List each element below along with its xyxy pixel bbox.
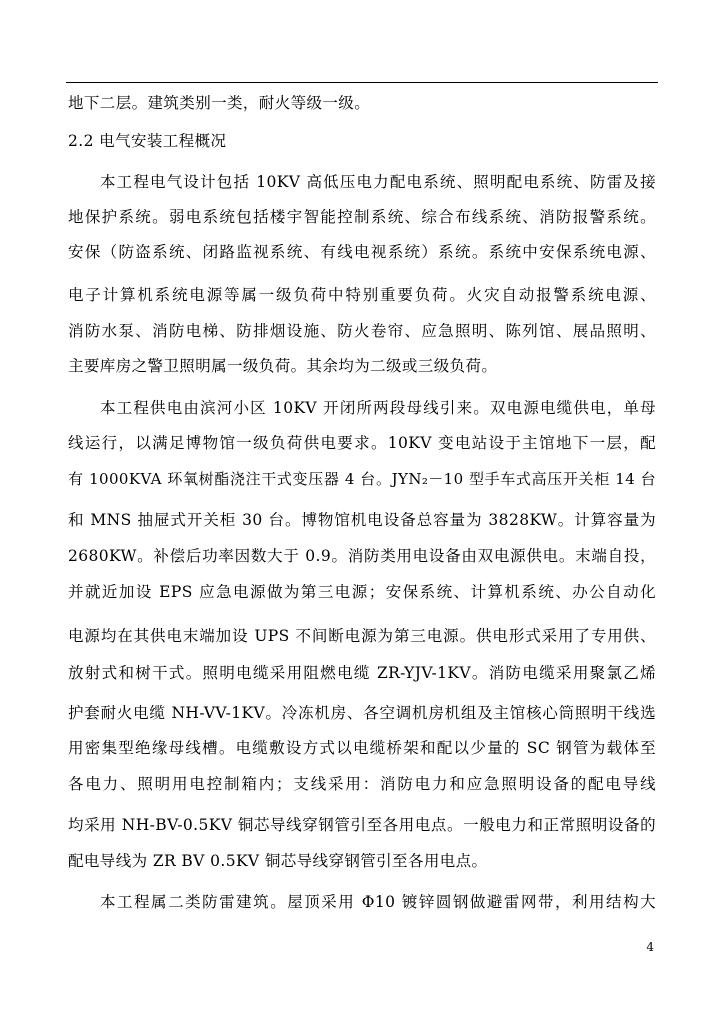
text-line: 本工程供电由滨河小区 10KV 开闭所两段母线引来。双电源电缆供电，单母	[100, 399, 656, 417]
text-line: 和 MNS 抽屉式开关柜 30 台。博物馆机电设备总容量为 3828KW。计算容量为	[68, 511, 656, 529]
text-line: 本工程电气设计包括 10KV 高低压电力配电系统、照明配电系统、防雷及接	[100, 173, 656, 191]
text-line: 主要库房之警卫照明属一级负荷。其余均为二级或三级负荷。	[68, 357, 498, 375]
header-divider	[66, 82, 658, 83]
text-line: 线运行，以满足博物馆一级负荷供电要求。10KV 变电站设于主馆地下一层，配	[68, 434, 656, 452]
text-line: 用密集型绝缘母线槽。电缆敷设方式以电缆桥架和配以少量的 SC 钢管为载体至	[68, 739, 656, 757]
text-line: 地下二层。建筑类别一类，耐火等级一级。	[68, 94, 371, 112]
text-line: 并就近加设 EPS 应急电源做为第三电源；安保系统、计算机系统、办公自动化	[68, 583, 656, 601]
text-line: 均采用 NH-BV-0.5KV 铜芯导线穿钢管引至各用电点。一般电力和正常照明设备的	[68, 816, 656, 834]
text-line: 护套耐火电缆 NH-VV-1KV。冷冻机房、各空调机房机组及主馆核心筒照明干线选	[68, 704, 656, 722]
text-line: 2680KW。补偿后功率因数大于 0.9。消防类用电设备由双电源供电。末端自投，	[68, 547, 656, 565]
text-line: 电子计算机系统电源等属一级负荷中特别重要负荷。火灾自动报警系统电源、	[68, 286, 656, 304]
text-line: 消防水泵、消防电梯、防排烟设施、防火卷帘、应急照明、陈列馆、展品照明、	[68, 322, 656, 340]
text-line: 有 1000KVA 环氧树酯浇注干式变压器 4 台。JYN₂－10 型手车式高压开关柜 14 台	[68, 470, 656, 488]
text-line: 配电导线为 ZR BV 0.5KV 铜芯导线穿钢管引至各用电点。	[68, 852, 488, 870]
page-number: 4	[646, 940, 654, 954]
text-line: 放射式和树干式。照明电缆采用阻燃电缆 ZR-YJV-1KV。消防电缆采用聚氯乙烯	[68, 664, 656, 682]
text-line: 电源均在其供电末端加设 UPS 不间断电源为第三电源。供电形式采用了专用供、	[68, 627, 656, 645]
text-line: 地保护系统。弱电系统包括楼宇智能控制系统、综合布线系统、消防报警系统。	[68, 208, 656, 226]
text-line: 安保（防盗系统、闭路监视系统、有线电视系统）系统。系统中安保系统电源、	[68, 243, 656, 261]
section-heading: 2.2 电气安装工程概况	[68, 132, 227, 150]
text-line: 各电力、照明用电控制箱内；支线采用：消防电力和应急照明设备的配电导线	[68, 775, 656, 793]
text-line: 本工程属二类防雷建筑。屋顶采用 Φ10 镀锌圆钢做避雷网带，利用结构大	[100, 893, 656, 911]
